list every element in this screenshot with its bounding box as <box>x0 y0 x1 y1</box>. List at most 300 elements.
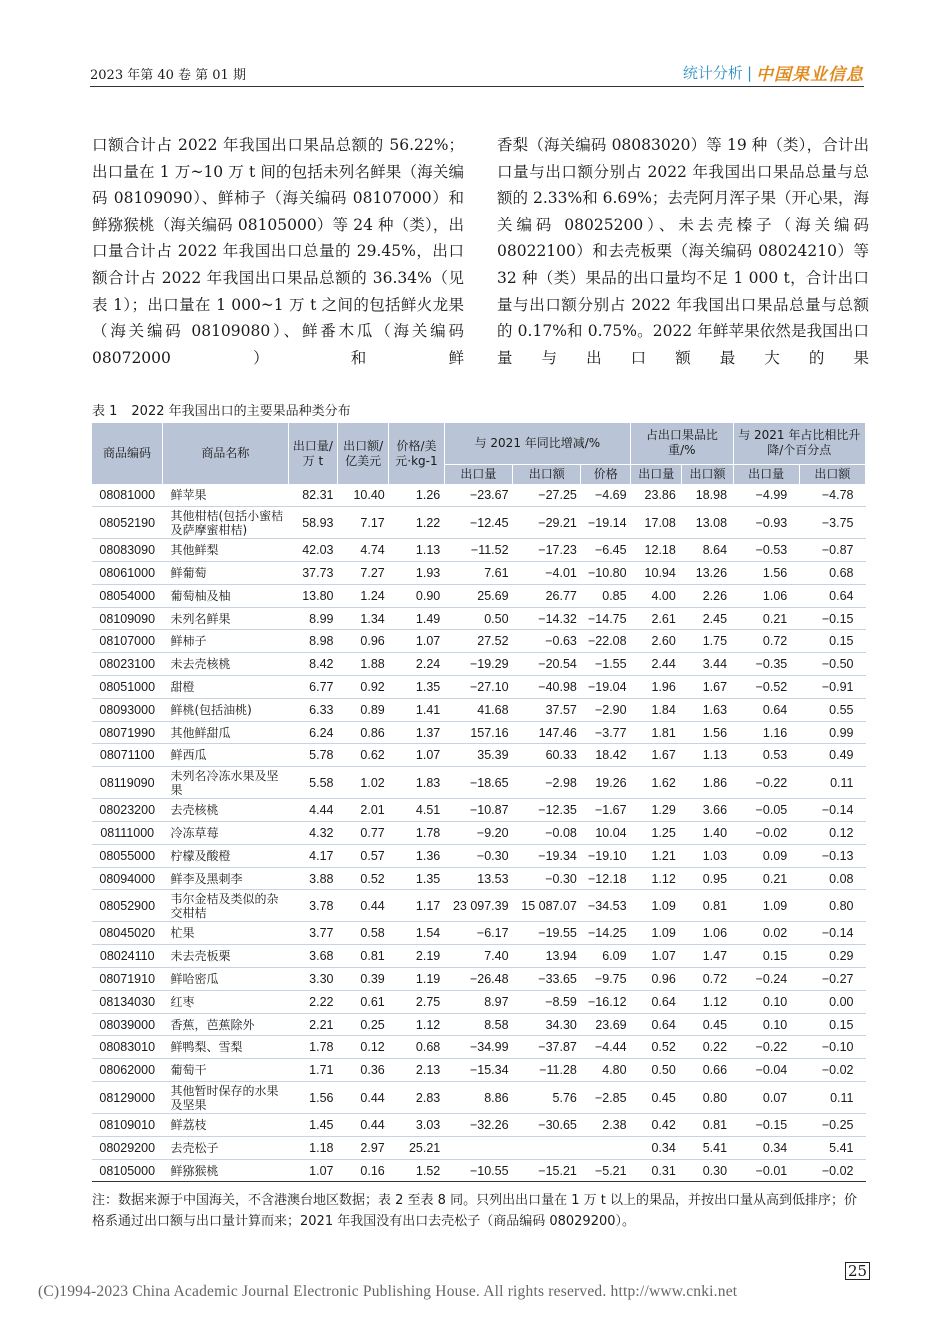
cell-y3: −2.90 <box>581 698 631 721</box>
cell-p2: −4.78 <box>799 484 865 507</box>
cell-name: 去壳松子 <box>162 1136 288 1159</box>
cell-y3: 18.42 <box>581 744 631 767</box>
cell-y2: −14.32 <box>513 607 581 630</box>
cell-code: 08024110 <box>92 945 162 968</box>
cell-y3: −14.25 <box>581 922 631 945</box>
table-row <box>92 676 866 699</box>
cell-p2: −0.87 <box>799 539 865 562</box>
cell-name: 红枣 <box>162 990 288 1013</box>
cell-code: 08105000 <box>92 1159 162 1182</box>
cell-y1: 41.68 <box>444 698 512 721</box>
cell-s1: 0.42 <box>631 1114 682 1137</box>
cell-name: 未列名鲜果 <box>162 607 288 630</box>
cell-code: 08129000 <box>92 1082 162 1114</box>
cell-p1: −0.22 <box>733 1036 799 1059</box>
cell-s2: 0.66 <box>682 1059 733 1082</box>
cell-p1: 0.09 <box>733 844 799 867</box>
cell-p2: −0.13 <box>799 844 865 867</box>
cell-s1: 2.60 <box>631 630 682 653</box>
cell-code: 08083010 <box>92 1036 162 1059</box>
cell-s1: 0.96 <box>631 968 682 991</box>
table-row <box>92 1013 866 1036</box>
cell-s1: 1.67 <box>631 744 682 767</box>
cell-s1: 2.44 <box>631 653 682 676</box>
cell-s2: 2.26 <box>682 584 733 607</box>
cell-y2: −4.01 <box>513 562 581 585</box>
cell-val: 0.57 <box>338 844 389 867</box>
cell-y2: 5.76 <box>513 1082 581 1114</box>
subheader-pp-volume: 出口量 <box>733 464 799 484</box>
cell-p2: −0.14 <box>799 922 865 945</box>
cell-y2: −30.65 <box>513 1114 581 1137</box>
cell-val: 1.34 <box>338 607 389 630</box>
cell-p1: 0.53 <box>733 744 799 767</box>
cell-code: 08094000 <box>92 867 162 890</box>
cell-s2: 1.67 <box>682 676 733 699</box>
cell-price: 4.51 <box>389 799 445 822</box>
cell-y1: −11.52 <box>444 539 512 562</box>
cell-code: 08071100 <box>92 744 162 767</box>
cell-name: 其他鲜甜瓜 <box>162 721 288 744</box>
table-row <box>92 1059 866 1082</box>
cell-p1: 1.09 <box>733 890 799 922</box>
cell-code: 08062000 <box>92 1059 162 1082</box>
cell-price: 0.90 <box>389 584 445 607</box>
cell-name: 葡萄干 <box>162 1059 288 1082</box>
body-column-left <box>92 132 464 371</box>
cell-code: 08071990 <box>92 721 162 744</box>
cell-vol: 1.56 <box>288 1082 337 1114</box>
cell-val: 7.17 <box>338 507 389 539</box>
cell-name: 鲜桃(包括油桃) <box>162 698 288 721</box>
cell-price: 1.13 <box>389 539 445 562</box>
cell-y1: 35.39 <box>444 744 512 767</box>
cell-val: 0.58 <box>338 922 389 945</box>
cell-y1: −10.87 <box>444 799 512 822</box>
cell-y2: −12.35 <box>513 799 581 822</box>
cell-y1: 157.16 <box>444 721 512 744</box>
table-row <box>92 867 866 890</box>
cell-vol: 5.78 <box>288 744 337 767</box>
cell-s2: 0.95 <box>682 867 733 890</box>
header-volume: 出口量/万 t <box>288 423 337 484</box>
cell-p1: 0.10 <box>733 1013 799 1036</box>
cell-vol: 8.98 <box>288 630 337 653</box>
cell-y1: −6.17 <box>444 922 512 945</box>
table-row <box>92 968 866 991</box>
cell-vol: 1.18 <box>288 1136 337 1159</box>
cell-val: 1.24 <box>338 584 389 607</box>
cell-s1: 1.84 <box>631 698 682 721</box>
cell-s1: 1.07 <box>631 945 682 968</box>
cell-vol: 13.80 <box>288 584 337 607</box>
cell-name: 冷冻草莓 <box>162 822 288 845</box>
subheader-yoy-value: 出口额 <box>513 464 581 484</box>
cell-y1: 23 097.39 <box>444 890 512 922</box>
header-value: 出口额/亿美元 <box>338 423 389 484</box>
cell-vol: 3.88 <box>288 867 337 890</box>
cell-code: 08045020 <box>92 922 162 945</box>
cell-name: 鲜荔枝 <box>162 1114 288 1137</box>
cell-y2: 34.30 <box>513 1013 581 1036</box>
cell-vol: 42.03 <box>288 539 337 562</box>
table-row <box>92 744 866 767</box>
cell-y1: 25.69 <box>444 584 512 607</box>
subheader-yoy-volume: 出口量 <box>444 464 512 484</box>
cell-vol: 8.99 <box>288 607 337 630</box>
cell-y3: 19.26 <box>581 767 631 799</box>
cell-y1: −32.26 <box>444 1114 512 1137</box>
cell-s2: 8.64 <box>682 539 733 562</box>
header-price: 价格/美元·kg-1 <box>389 423 445 484</box>
cell-y3: 23.69 <box>581 1013 631 1036</box>
cell-y2: −2.98 <box>513 767 581 799</box>
subheader-yoy-price: 价格 <box>581 464 631 484</box>
cell-y3: −19.14 <box>581 507 631 539</box>
cell-val: 0.16 <box>338 1159 389 1182</box>
cell-code: 08093000 <box>92 698 162 721</box>
header-share-group: 占出口果品比重/% <box>631 423 733 464</box>
cell-code: 08023200 <box>92 799 162 822</box>
cell-code: 08054000 <box>92 584 162 607</box>
cell-price: 1.26 <box>389 484 445 507</box>
cell-y3: −19.04 <box>581 676 631 699</box>
cell-code: 08083090 <box>92 539 162 562</box>
cell-vol: 3.68 <box>288 945 337 968</box>
cell-name: 鲜鸭梨、雪梨 <box>162 1036 288 1059</box>
cell-p1: −0.02 <box>733 822 799 845</box>
cell-y1: 0.50 <box>444 607 512 630</box>
cell-y2: −37.87 <box>513 1036 581 1059</box>
cell-s2: 0.81 <box>682 890 733 922</box>
cell-y1: 7.40 <box>444 945 512 968</box>
cell-s1: 1.62 <box>631 767 682 799</box>
cell-p1: −0.22 <box>733 767 799 799</box>
cell-price: 1.17 <box>389 890 445 922</box>
cell-y3: −16.12 <box>581 990 631 1013</box>
cell-price: 2.75 <box>389 990 445 1013</box>
cell-s2: 3.66 <box>682 799 733 822</box>
table-row <box>92 1159 866 1182</box>
cell-val: 0.12 <box>338 1036 389 1059</box>
cell-price: 1.07 <box>389 744 445 767</box>
body-text-left: 口额合计占 2022 年我国出口果品总额的 56.22%；出口量在 1 万~10 万 t 间的包括未列名鲜果（海关编码 08109090）、鲜柿子（海关编码 08107000）和鲜猕猴桃（海关编码 08105000）等 24 种（类），出口量合计占 2022 年我国出口总量的 29.45%，出口额合计占 2022 年我国出口果品总额的 36.34%（见表 1）；出口量在 1 000~1 万 t 之间的包括鲜火龙果（海关编码 08109080）、鲜番木瓜（海关编码 08072000）和鲜 <box>92 136 464 367</box>
cell-y1: −23.67 <box>444 484 512 507</box>
cell-p2: 0.15 <box>799 630 865 653</box>
cell-s2: 1.75 <box>682 630 733 653</box>
cell-p1: 0.15 <box>733 945 799 968</box>
cell-y3: 10.04 <box>581 822 631 845</box>
cell-s2: 0.22 <box>682 1036 733 1059</box>
cell-y2: −20.54 <box>513 653 581 676</box>
cell-y1: 13.53 <box>444 867 512 890</box>
header-pp-group: 与 2021 年占比相比升降/个百分点 <box>733 423 865 464</box>
cell-s1: 1.12 <box>631 867 682 890</box>
cell-p2: 0.08 <box>799 867 865 890</box>
cell-y3: 2.38 <box>581 1114 631 1137</box>
cell-y2 <box>513 1136 581 1159</box>
cell-val: 0.62 <box>338 744 389 767</box>
cell-val: 7.27 <box>338 562 389 585</box>
cell-code: 08039000 <box>92 1013 162 1036</box>
cell-y2: 37.57 <box>513 698 581 721</box>
table-row <box>92 945 866 968</box>
cell-p2: 0.68 <box>799 562 865 585</box>
cell-s1: 4.00 <box>631 584 682 607</box>
cell-s2: 1.40 <box>682 822 733 845</box>
cell-price: 3.03 <box>389 1114 445 1137</box>
cell-name: 未去壳核桃 <box>162 653 288 676</box>
cell-price: 2.83 <box>389 1082 445 1114</box>
table-row <box>92 844 866 867</box>
cell-name: 鲜西瓜 <box>162 744 288 767</box>
cell-y1: −0.30 <box>444 844 512 867</box>
table-number: 表 1 <box>92 404 118 419</box>
cell-val: 10.40 <box>338 484 389 507</box>
cell-code: 08134030 <box>92 990 162 1013</box>
cell-vol: 3.78 <box>288 890 337 922</box>
cell-code: 08029200 <box>92 1136 162 1159</box>
cell-y1: −19.29 <box>444 653 512 676</box>
cell-y1: −26.48 <box>444 968 512 991</box>
table-row <box>92 990 866 1013</box>
cell-val: 0.44 <box>338 1082 389 1114</box>
table-row <box>92 607 866 630</box>
cell-vol: 2.22 <box>288 990 337 1013</box>
cell-p2: −0.02 <box>799 1059 865 1082</box>
cell-price: 1.37 <box>389 721 445 744</box>
cell-p2: 0.64 <box>799 584 865 607</box>
cell-name: 甜橙 <box>162 676 288 699</box>
cell-code: 08052900 <box>92 890 162 922</box>
cell-price: 0.68 <box>389 1036 445 1059</box>
cell-y2: −8.59 <box>513 990 581 1013</box>
cell-vol: 4.44 <box>288 799 337 822</box>
cell-val: 0.44 <box>338 890 389 922</box>
cell-p2: 5.41 <box>799 1136 865 1159</box>
table-row <box>92 630 866 653</box>
cell-s2: 0.81 <box>682 1114 733 1137</box>
cell-price: 25.21 <box>389 1136 445 1159</box>
cell-vol: 1.07 <box>288 1159 337 1182</box>
cell-y3: −3.77 <box>581 721 631 744</box>
cell-p2: −0.15 <box>799 607 865 630</box>
header-right <box>683 60 864 85</box>
cell-p2: 0.11 <box>799 767 865 799</box>
cell-p2: −0.02 <box>799 1159 865 1182</box>
cell-p1: −0.35 <box>733 653 799 676</box>
cell-vol: 2.21 <box>288 1013 337 1036</box>
cell-y1: −27.10 <box>444 676 512 699</box>
cell-y1: 8.97 <box>444 990 512 1013</box>
cell-code: 08061000 <box>92 562 162 585</box>
cell-p1: 0.34 <box>733 1136 799 1159</box>
cell-s1: 1.25 <box>631 822 682 845</box>
cell-p2: 0.11 <box>799 1082 865 1114</box>
cell-code: 08055000 <box>92 844 162 867</box>
cell-name: 柠檬及酸橙 <box>162 844 288 867</box>
body-column-right <box>497 132 869 371</box>
cell-y1: 8.86 <box>444 1082 512 1114</box>
cell-s1: 10.94 <box>631 562 682 585</box>
table-row <box>92 698 866 721</box>
cell-s2: 1.63 <box>682 698 733 721</box>
cell-val: 0.92 <box>338 676 389 699</box>
cell-s2: 0.30 <box>682 1159 733 1182</box>
cell-vol: 3.30 <box>288 968 337 991</box>
cell-s2: 1.06 <box>682 922 733 945</box>
cell-y2: −19.34 <box>513 844 581 867</box>
cell-s2: 18.98 <box>682 484 733 507</box>
cell-p2: 0.00 <box>799 990 865 1013</box>
cell-name: 香蕉，芭蕉除外 <box>162 1013 288 1036</box>
cell-vol: 58.93 <box>288 507 337 539</box>
cell-p2: −0.10 <box>799 1036 865 1059</box>
header-yoy-group: 与 2021 年同比增减/% <box>444 423 630 464</box>
cell-price: 1.41 <box>389 698 445 721</box>
table-caption <box>92 400 365 419</box>
cell-name: 韦尔金桔及类似的杂交柑桔 <box>162 890 288 922</box>
body-text-right: 香梨（海关编码 08083020）等 19 种（类），合计出口量与出口额分别占 2022 年我国出口果品总量与总额的 2.33%和 6.69%；去壳阿月浑子果（开心果，海关编码 08025200）、未去壳榛子（海关编码 08022100）和去壳板栗（海关编码 08024210）等 32 种（类）果品的出口量均不足 1 000 t，合计出口量与出口额分别占 2022 年我国出口果品总量与总额的 0.17%和 0.75%。2022 年鲜苹果依然是我国出口量与出口额最大的果 <box>497 136 869 367</box>
cell-y2: −11.28 <box>513 1059 581 1082</box>
cell-s2: 5.41 <box>682 1136 733 1159</box>
cell-p2: 0.99 <box>799 721 865 744</box>
cell-y2: −29.21 <box>513 507 581 539</box>
cell-val: 0.44 <box>338 1114 389 1137</box>
cell-val: 0.25 <box>338 1013 389 1036</box>
cell-code: 08081000 <box>92 484 162 507</box>
cell-y3: 4.80 <box>581 1059 631 1082</box>
cell-s2: 2.45 <box>682 607 733 630</box>
cell-val: 0.89 <box>338 698 389 721</box>
table-row <box>92 484 866 507</box>
cell-y3: −12.18 <box>581 867 631 890</box>
cell-p1: 1.16 <box>733 721 799 744</box>
cell-s1: 1.29 <box>631 799 682 822</box>
cell-y3: −14.75 <box>581 607 631 630</box>
cell-val: 2.97 <box>338 1136 389 1159</box>
cell-p2: −3.75 <box>799 507 865 539</box>
cell-p1: −0.53 <box>733 539 799 562</box>
subheader-pp-value: 出口额 <box>799 464 865 484</box>
cell-p1: 0.64 <box>733 698 799 721</box>
cell-p2: −0.27 <box>799 968 865 991</box>
cell-p2: −0.25 <box>799 1114 865 1137</box>
cell-y2: −27.25 <box>513 484 581 507</box>
cell-s1: 0.50 <box>631 1059 682 1082</box>
cell-y3: −4.69 <box>581 484 631 507</box>
table-row <box>92 890 866 922</box>
cell-p2: 0.80 <box>799 890 865 922</box>
cell-price: 1.22 <box>389 507 445 539</box>
subheader-share-value: 出口额 <box>682 464 733 484</box>
cell-y3: −9.75 <box>581 968 631 991</box>
cell-price: 1.19 <box>389 968 445 991</box>
cell-y2: −19.55 <box>513 922 581 945</box>
cell-name: 未列名冷冻水果及坚果 <box>162 767 288 799</box>
cell-y3: −10.80 <box>581 562 631 585</box>
cell-code: 08109010 <box>92 1114 162 1137</box>
header-separator: | <box>746 63 752 82</box>
cell-name: 杧果 <box>162 922 288 945</box>
table-row <box>92 822 866 845</box>
cell-s2: 0.72 <box>682 968 733 991</box>
cell-s1: 12.18 <box>631 539 682 562</box>
cell-name: 鲜李及黑刺李 <box>162 867 288 890</box>
table-row <box>92 767 866 799</box>
table-row <box>92 1036 866 1059</box>
cell-val: 0.81 <box>338 945 389 968</box>
cell-price: 2.24 <box>389 653 445 676</box>
cell-y2: −33.65 <box>513 968 581 991</box>
cell-code: 08107000 <box>92 630 162 653</box>
cell-p1: −0.15 <box>733 1114 799 1137</box>
cell-y2: −17.23 <box>513 539 581 562</box>
cell-val: 4.74 <box>338 539 389 562</box>
table-row <box>92 1082 866 1114</box>
header-code: 商品编码 <box>92 423 162 484</box>
cell-vol: 8.42 <box>288 653 337 676</box>
cell-s2: 1.86 <box>682 767 733 799</box>
cell-vol: 6.33 <box>288 698 337 721</box>
table-row <box>92 1114 866 1137</box>
section-label: 统计分析 <box>682 64 743 82</box>
cell-s2: 3.44 <box>682 653 733 676</box>
cell-s2: 1.13 <box>682 744 733 767</box>
cell-y3: −34.53 <box>581 890 631 922</box>
table-row <box>92 1136 866 1159</box>
cell-s1: 1.21 <box>631 844 682 867</box>
cell-y3: −19.10 <box>581 844 631 867</box>
cell-vol: 4.17 <box>288 844 337 867</box>
cell-y3: 0.85 <box>581 584 631 607</box>
cell-s1: 0.64 <box>631 990 682 1013</box>
table-title: 2022 年我国出口的主要果品种类分布 <box>131 404 351 419</box>
cell-p2: 0.15 <box>799 1013 865 1036</box>
cell-name: 鲜柿子 <box>162 630 288 653</box>
cell-price: 2.19 <box>389 945 445 968</box>
subheader-share-volume: 出口量 <box>631 464 682 484</box>
cell-price: 1.12 <box>389 1013 445 1036</box>
cell-y3: −22.08 <box>581 630 631 653</box>
cell-vol: 4.32 <box>288 822 337 845</box>
cell-code: 08051000 <box>92 676 162 699</box>
cell-y1: −15.34 <box>444 1059 512 1082</box>
cell-s1: 0.52 <box>631 1036 682 1059</box>
cell-val: 0.86 <box>338 721 389 744</box>
cell-name: 鲜葡萄 <box>162 562 288 585</box>
cell-y1: 7.61 <box>444 562 512 585</box>
cell-y1: 8.58 <box>444 1013 512 1036</box>
cell-price: 1.93 <box>389 562 445 585</box>
cell-p2: 0.29 <box>799 945 865 968</box>
cell-price: 1.49 <box>389 607 445 630</box>
cell-name: 鲜苹果 <box>162 484 288 507</box>
cell-s1: 2.61 <box>631 607 682 630</box>
cell-s2: 0.45 <box>682 1013 733 1036</box>
cell-s2: 0.80 <box>682 1082 733 1114</box>
cell-p1: 0.02 <box>733 922 799 945</box>
cell-price: 1.36 <box>389 844 445 867</box>
cell-code: 08071910 <box>92 968 162 991</box>
cell-vol: 82.31 <box>288 484 337 507</box>
cell-y1: −34.99 <box>444 1036 512 1059</box>
cell-vol: 5.58 <box>288 767 337 799</box>
cell-code: 08109090 <box>92 607 162 630</box>
cell-s1: 17.08 <box>631 507 682 539</box>
page-number: 25 <box>845 1262 870 1280</box>
cell-vol: 3.77 <box>288 922 337 945</box>
